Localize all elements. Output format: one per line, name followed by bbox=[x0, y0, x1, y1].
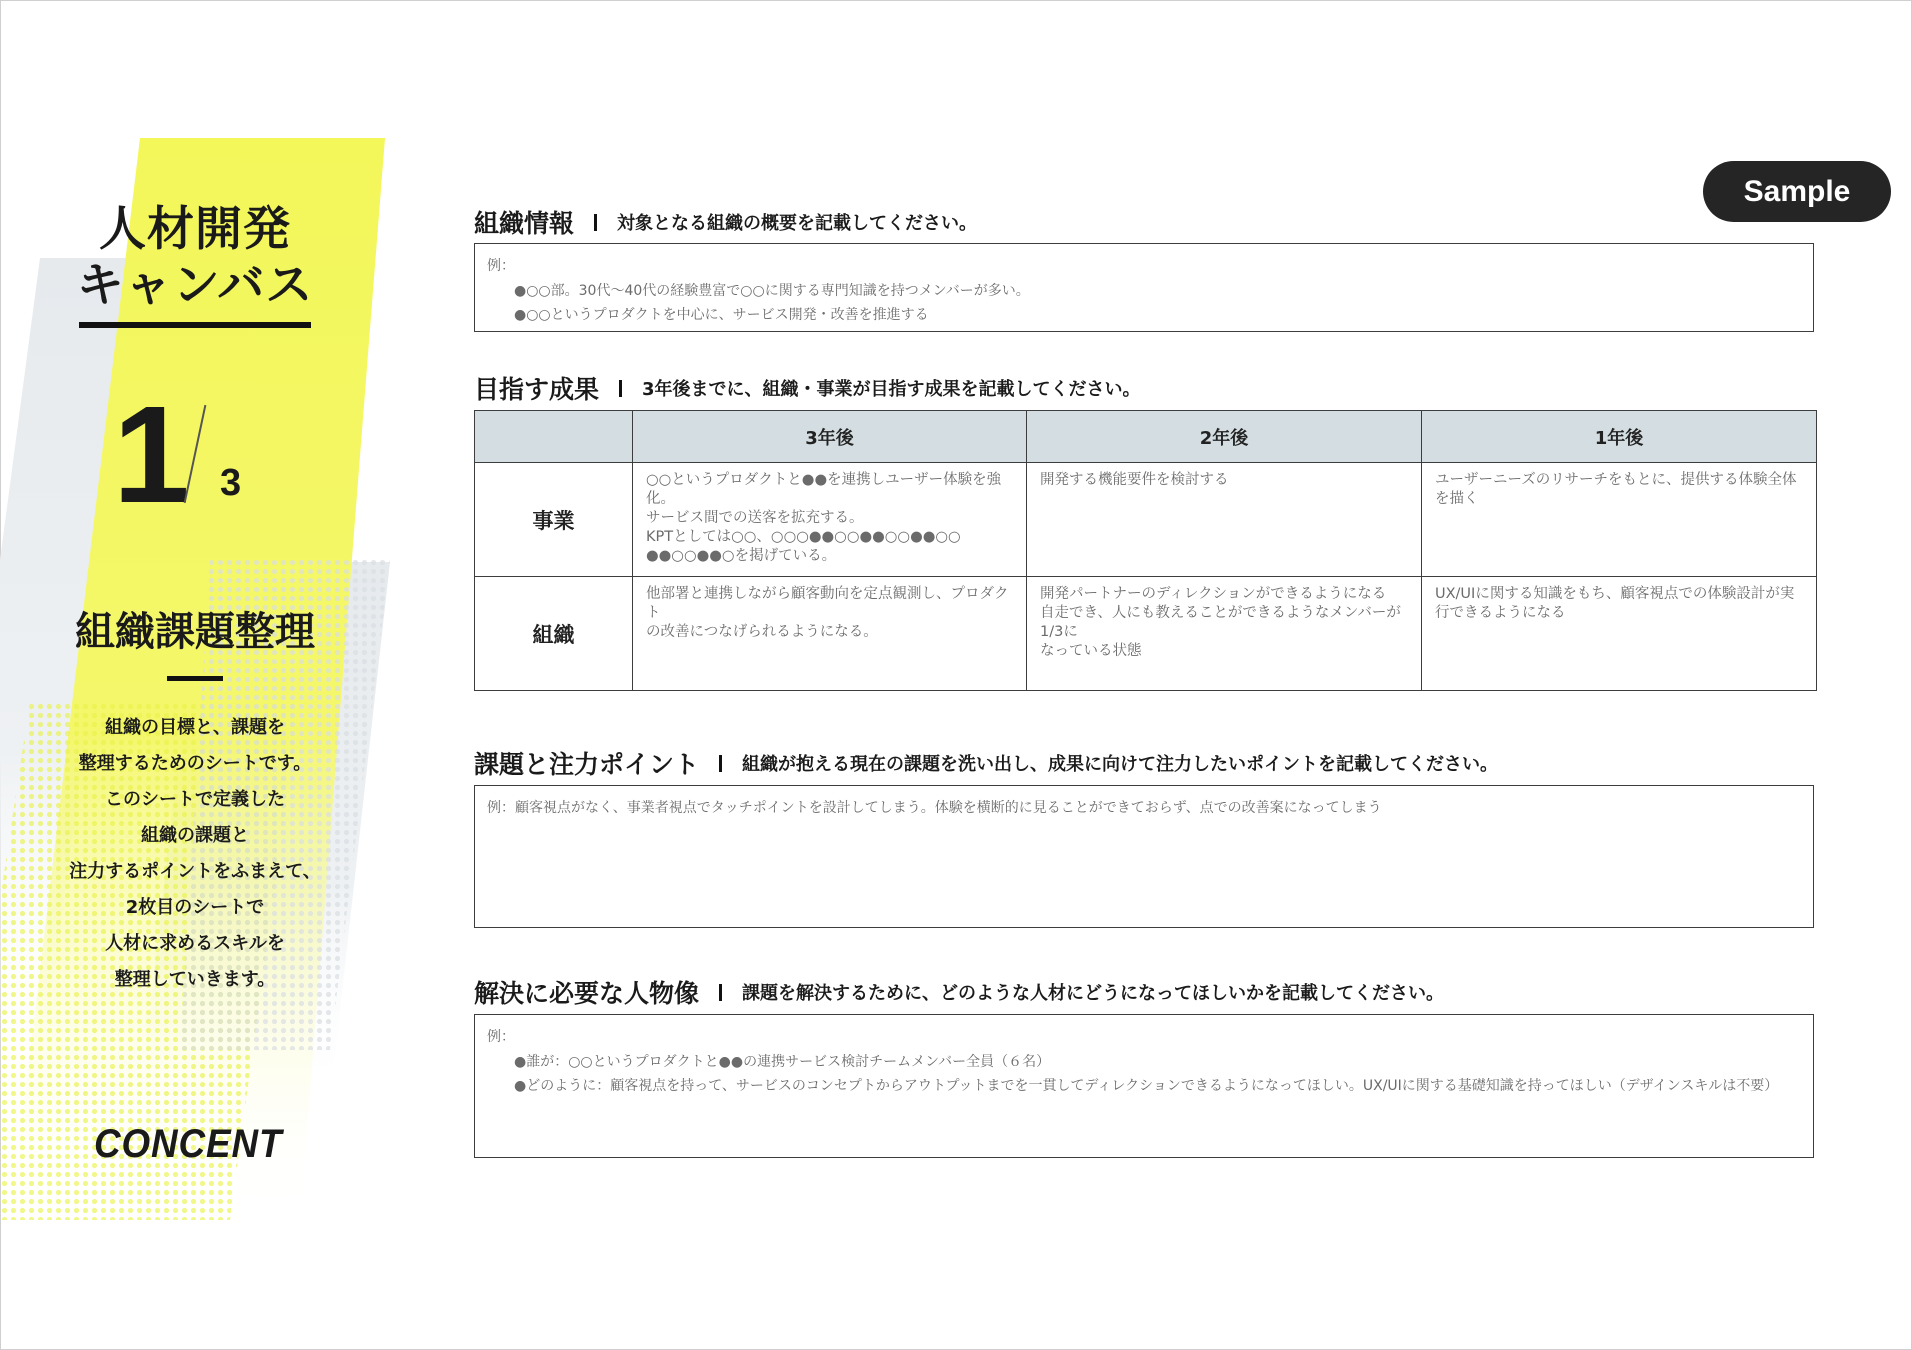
row-header-business: 事業 bbox=[475, 463, 633, 577]
column-header-3-years: 3年後 bbox=[633, 411, 1027, 463]
goal-cell[interactable]: 他部署と連携しながら顧客動向を定点観測し、プロダクト の改善につなげられるようになる。 bbox=[633, 577, 1027, 691]
issues-heading: 課題と注力ポイント bbox=[474, 750, 700, 779]
persona-header bbox=[474, 974, 1444, 1010]
issues-field[interactable] bbox=[474, 785, 1814, 928]
persona-heading: 解決に必要な人物像 bbox=[474, 979, 700, 1008]
page-number-current: 1 bbox=[113, 378, 190, 532]
table-row-business bbox=[475, 463, 1817, 577]
column-header-2-years: 2年後 bbox=[1027, 411, 1422, 463]
goals-corner-cell bbox=[475, 411, 633, 463]
issues-text: 例：顧客視点がなく、事業者視点でタッチポイントを設計してしまう。体験を横断的に見ることができておらず、点での改善案になってしまう bbox=[487, 800, 1382, 816]
org-info-line: ●○○部。30代〜40代の経験豊富で○○に関する専門知識を持つメンバーが多い。 bbox=[514, 282, 1030, 299]
column-header-1-year: 1年後 bbox=[1422, 411, 1817, 463]
sample-badge: Sample bbox=[1703, 161, 1891, 222]
heading-separator bbox=[719, 755, 722, 772]
goal-cell[interactable]: ○○というプロダクトと●●を連携しユーザー体験を強化。 サービス間での送客を拡充する。 KPTとしては○○、○○○●●○○●●○○●●○○ ●●○○●●○を掲げている。 bbox=[633, 463, 1027, 577]
section-title-dash bbox=[167, 676, 223, 681]
heading-separator bbox=[594, 214, 597, 231]
sidebar bbox=[0, 0, 400, 1350]
issues-header bbox=[474, 745, 1498, 781]
persona-line: ●誰が：○○というプロダクトと●●の連携サービス検討チームメンバー全員（６名） bbox=[514, 1053, 1051, 1070]
goals-subheading: 3年後までに、組織・事業が目指す成果を記載してください。 bbox=[642, 379, 1141, 400]
concent-logo: CONCENT bbox=[94, 1122, 283, 1166]
persona-field[interactable] bbox=[474, 1014, 1814, 1158]
org-info-heading: 組織情報 bbox=[474, 209, 575, 238]
org-info-line: ●○○というプロダクトを中心に、サービス開発・改善を推進する bbox=[514, 307, 929, 323]
persona-subheading: 課題を解決するために、どのような人材にどうになってほしいかを記載してください。 bbox=[742, 983, 1445, 1004]
heading-separator bbox=[719, 984, 722, 1001]
persona-line: ●どのように：顧客視点を持って、サービスのコンセプトからアウトプットまでを一貫してディレクションできるようになってほしい。UX/UIに関する基礎知識を持ってほしい（デザインスキルは不要） bbox=[514, 1078, 1779, 1094]
table-row-organization bbox=[475, 577, 1817, 691]
goals-table-header-row bbox=[475, 411, 1817, 463]
goal-cell[interactable]: 開発パートナーのディレクションができるようになる 自走でき、人にも教えることができるようなメンバーが1/3に なっている状態 bbox=[1027, 577, 1422, 691]
example-label: 例： bbox=[487, 258, 515, 274]
issues-subheading: 組織が抱える現在の課題を洗い出し、成果に向けて注力したいポイントを記載してください。 bbox=[742, 754, 1499, 775]
goals-table bbox=[474, 410, 1817, 691]
sidebar-description: 組織の目標と、課題を 整理するためのシートです。 このシートで定義した 組織の課題と 注力するポイントをふまえて、 2枚目のシートで 人材に求めるスキルを 整理していきます。 bbox=[69, 717, 321, 990]
org-info-subheading: 対象となる組織の概要を記載してください。 bbox=[617, 213, 978, 234]
org-info-header bbox=[474, 204, 977, 240]
canvas-title: 人材開発 キャンバス bbox=[76, 202, 314, 313]
goals-header bbox=[474, 370, 1141, 406]
example-label: 例： bbox=[487, 1029, 515, 1045]
heading-separator bbox=[619, 380, 622, 397]
goal-cell[interactable]: UX/UIに関する知識をもち、顧客視点での体験設計が実 行できるようになる bbox=[1422, 577, 1817, 691]
goals-heading: 目指す成果 bbox=[474, 375, 600, 404]
title-underline bbox=[79, 322, 311, 328]
goal-cell[interactable]: 開発する機能要件を検討する bbox=[1027, 463, 1422, 577]
org-info-field[interactable] bbox=[474, 243, 1814, 332]
page-number-total: 3 bbox=[220, 462, 242, 504]
goal-cell[interactable]: ユーザーニーズのリサーチをもとに、提供する体験全体を描く bbox=[1422, 463, 1817, 577]
section-title: 組織課題整理 bbox=[75, 609, 315, 655]
row-header-organization: 組織 bbox=[475, 577, 633, 691]
